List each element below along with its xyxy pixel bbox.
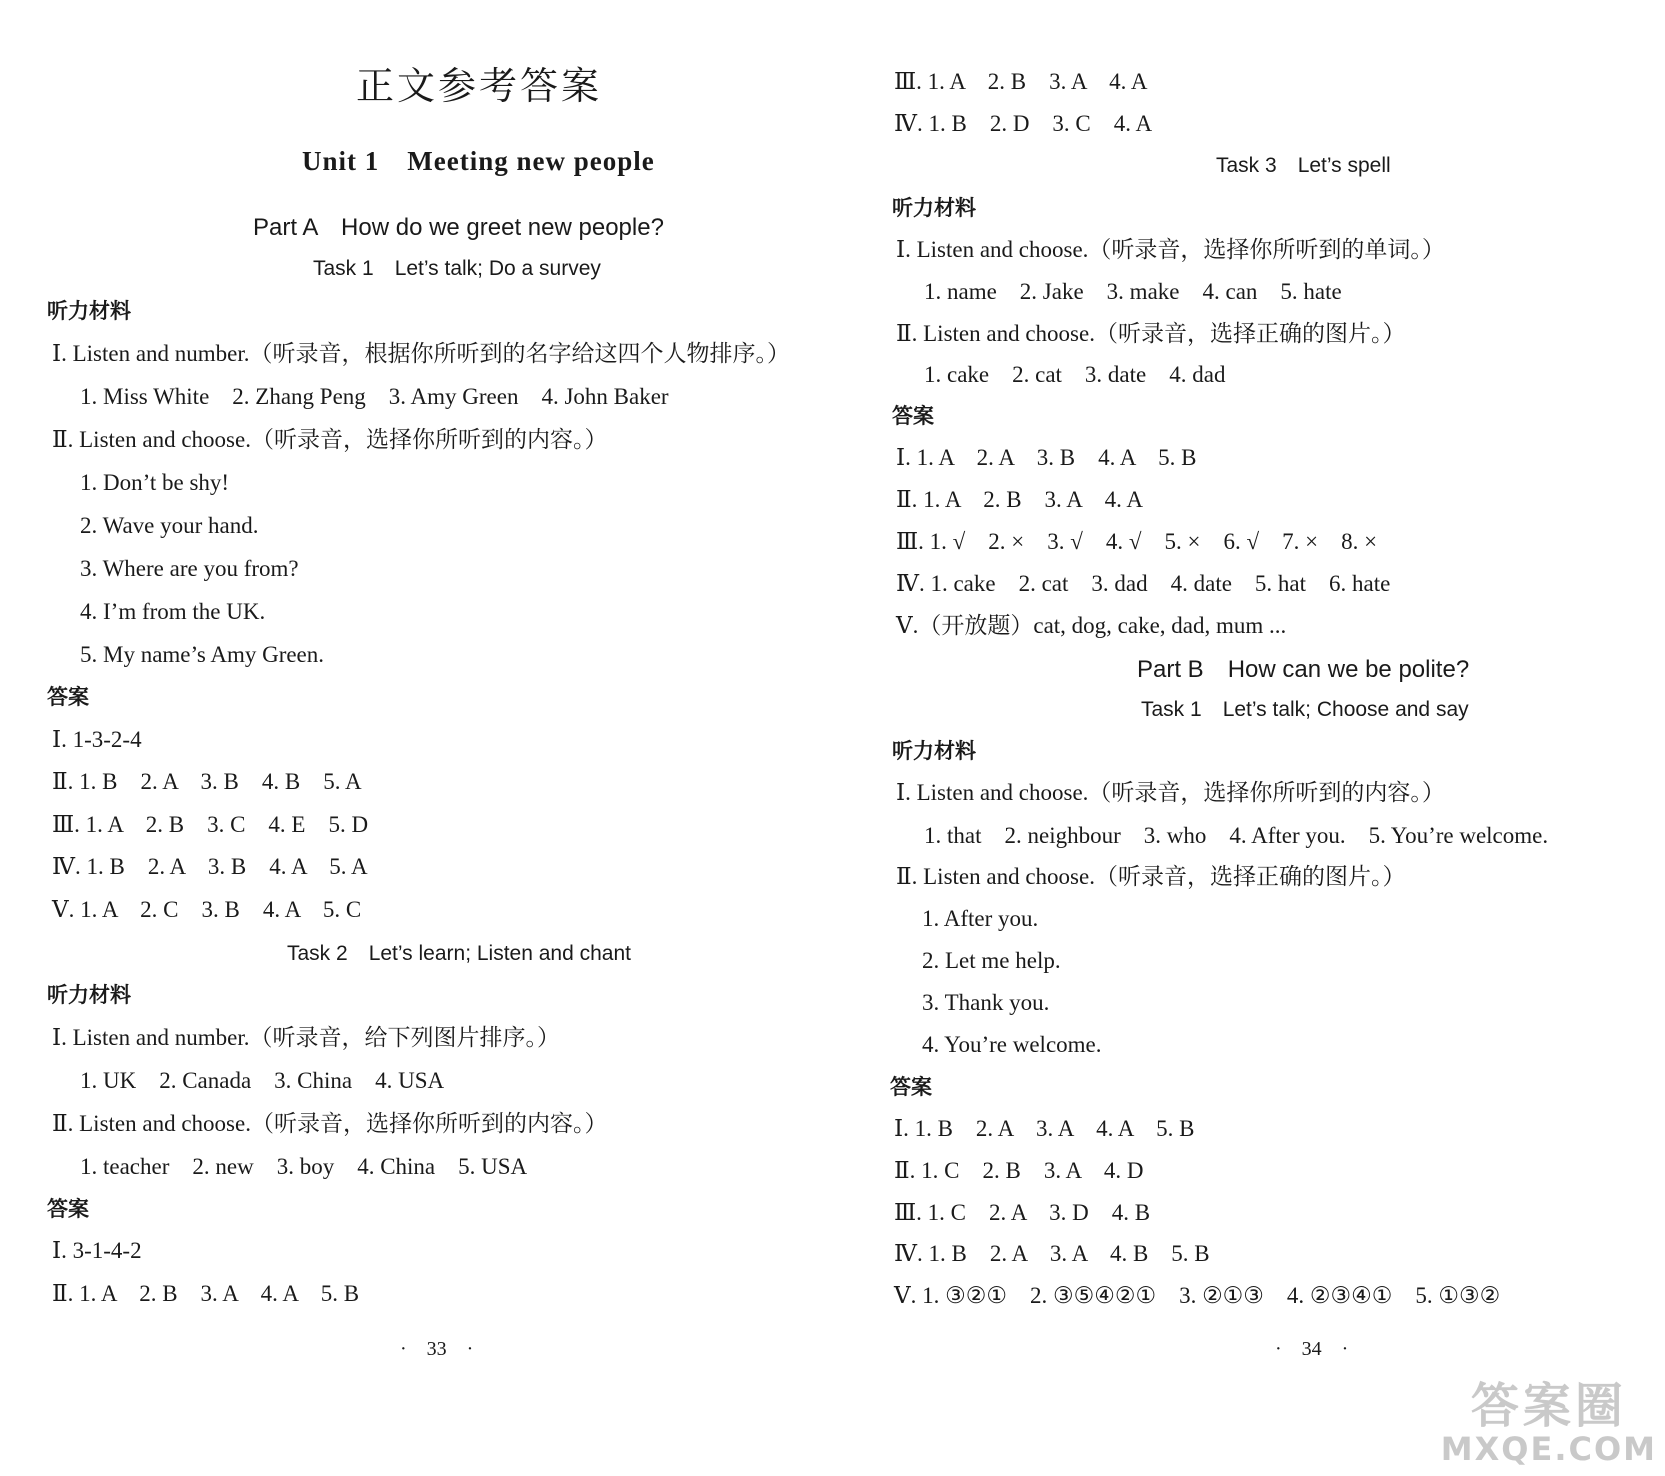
task3-heading: Task 3 Let’s spell xyxy=(1216,154,1391,177)
item-line: 1. cake 2. cat 3. date 4. dad xyxy=(924,362,1226,387)
answer-line: Ⅱ. 1. A 2. B 3. A 4. A 5. B xyxy=(52,1281,360,1306)
item-line: 1. Don’t be shy! xyxy=(80,470,230,495)
answers-label: 答案 xyxy=(892,404,934,428)
task1-heading: Task 1 Let’s talk; Do a survey xyxy=(313,257,601,280)
question-line: Ⅰ. Listen and number.（听录音，给下列图片排序。） xyxy=(52,1025,561,1050)
question-line: Ⅰ. Listen and choose.（听录音，选择你所听到的单词。） xyxy=(896,237,1445,262)
answer-line: Ⅳ. 1. B 2. A 3. B 4. A 5. A xyxy=(52,854,368,879)
item-line: 3. Where are you from? xyxy=(80,556,299,581)
listening-label: 听力材料 xyxy=(892,196,976,220)
answer-line: Ⅳ. 1. B 2. D 3. C 4. A xyxy=(894,111,1153,136)
item-line: 5. My name’s Amy Green. xyxy=(80,642,325,667)
answer-line: Ⅴ. 1. ③②① 2. ③⑤④②① 3. ②①③ 4. ②③④① 5. ①③② xyxy=(894,1283,1501,1308)
answers-label: 答案 xyxy=(47,685,89,709)
answer-line: Ⅰ. 1. B 2. A 3. A 4. A 5. B xyxy=(894,1116,1195,1141)
item-line: 2. Wave your hand. xyxy=(80,513,259,538)
item-line: 1. UK 2. Canada 3. China 4. USA xyxy=(80,1068,445,1093)
item-line: 1. that 2. neighbour 3. who 4. After you. 5. You’re welcome. xyxy=(924,823,1549,848)
question-line: Ⅰ. Listen and choose.（听录音，选择你所听到的内容。） xyxy=(896,780,1445,805)
page-title: 正文参考答案 xyxy=(356,64,603,108)
question-line: Ⅱ. Listen and choose.（听录音，选择你所听到的内容。） xyxy=(52,427,608,452)
item-line: 1. name 2. Jake 3. make 4. can 5. hate xyxy=(924,279,1342,304)
item-line: 4. You’re welcome. xyxy=(922,1032,1102,1057)
watermark-text: 答案圈 xyxy=(1470,1378,1627,1434)
answer-line: Ⅱ. 1. B 2. A 3. B 4. B 5. A xyxy=(52,769,362,794)
question-line: Ⅱ. Listen and choose.（听录音，选择你所听到的内容。） xyxy=(52,1111,608,1136)
answers-label: 答案 xyxy=(47,1197,89,1221)
item-line: 3. Thank you. xyxy=(922,990,1050,1015)
answers-label: 答案 xyxy=(890,1075,932,1099)
answer-line: Ⅰ. 1-3-2-4 xyxy=(52,727,142,752)
answer-line: Ⅲ. 1. A 2. B 3. A 4. A xyxy=(894,69,1148,94)
item-line: 1. After you. xyxy=(922,906,1039,931)
listening-label: 听力材料 xyxy=(892,739,976,763)
right-page xyxy=(850,0,1665,1476)
unit-heading: Unit 1 Meeting new people xyxy=(302,146,655,176)
answer-line: Ⅲ. 1. √ 2. × 3. √ 4. √ 5. × 6. √ 7. × 8. × xyxy=(896,529,1378,554)
question-line: Ⅰ. Listen and number.（听录音，根据你所听到的名字给这四个人物排序。） xyxy=(52,341,791,366)
item-line: 1. teacher 2. new 3. boy 4. China 5. USA xyxy=(80,1154,528,1179)
watermark-url: MXQE.COM xyxy=(1440,1430,1657,1468)
task1b-heading: Task 1 Let’s talk; Choose and say xyxy=(1141,698,1469,721)
answer-line: Ⅴ.（开放题）cat, dog, cake, dad, mum ... xyxy=(896,613,1287,638)
answer-line: Ⅰ. 1. A 2. A 3. B 4. A 5. B xyxy=(896,445,1197,470)
item-line: 1. Miss White 2. Zhang Peng 3. Amy Green 4. John Baker xyxy=(80,384,669,409)
answer-line: Ⅲ. 1. A 2. B 3. C 4. E 5. D xyxy=(52,812,369,837)
part-a-heading: Part A How do we greet new people? xyxy=(253,214,664,241)
answer-line: Ⅱ. 1. A 2. B 3. A 4. A xyxy=(896,487,1143,512)
task2-heading: Task 2 Let’s learn; Listen and chant xyxy=(287,942,631,965)
part-b-heading: Part B How can we be polite? xyxy=(1137,656,1470,683)
answer-line: Ⅲ. 1. C 2. A 3. D 4. B xyxy=(894,1200,1151,1225)
left-page xyxy=(0,0,820,1476)
answer-line: Ⅳ. 1. B 2. A 3. A 4. B 5. B xyxy=(894,1241,1210,1266)
listening-label: 听力材料 xyxy=(47,983,131,1007)
listening-label: 听力材料 xyxy=(47,299,131,323)
page-number: · 33 · xyxy=(400,1338,474,1360)
question-line: Ⅱ. Listen and choose.（听录音，选择正确的图片。） xyxy=(896,864,1406,889)
answer-line: Ⅱ. 1. C 2. B 3. A 4. D xyxy=(894,1158,1144,1183)
page-number: · 34 · xyxy=(1275,1338,1349,1360)
watermark-logo xyxy=(1441,1380,1657,1466)
item-line: 4. I’m from the UK. xyxy=(80,599,266,624)
question-line: Ⅱ. Listen and choose.（听录音，选择正确的图片。） xyxy=(896,321,1406,346)
answer-line: Ⅴ. 1. A 2. C 3. B 4. A 5. C xyxy=(52,897,362,922)
answer-line: Ⅰ. 3-1-4-2 xyxy=(52,1238,142,1263)
answer-line: Ⅳ. 1. cake 2. cat 3. dad 4. date 5. hat 6. hate xyxy=(896,571,1391,596)
item-line: 2. Let me help. xyxy=(922,948,1061,973)
